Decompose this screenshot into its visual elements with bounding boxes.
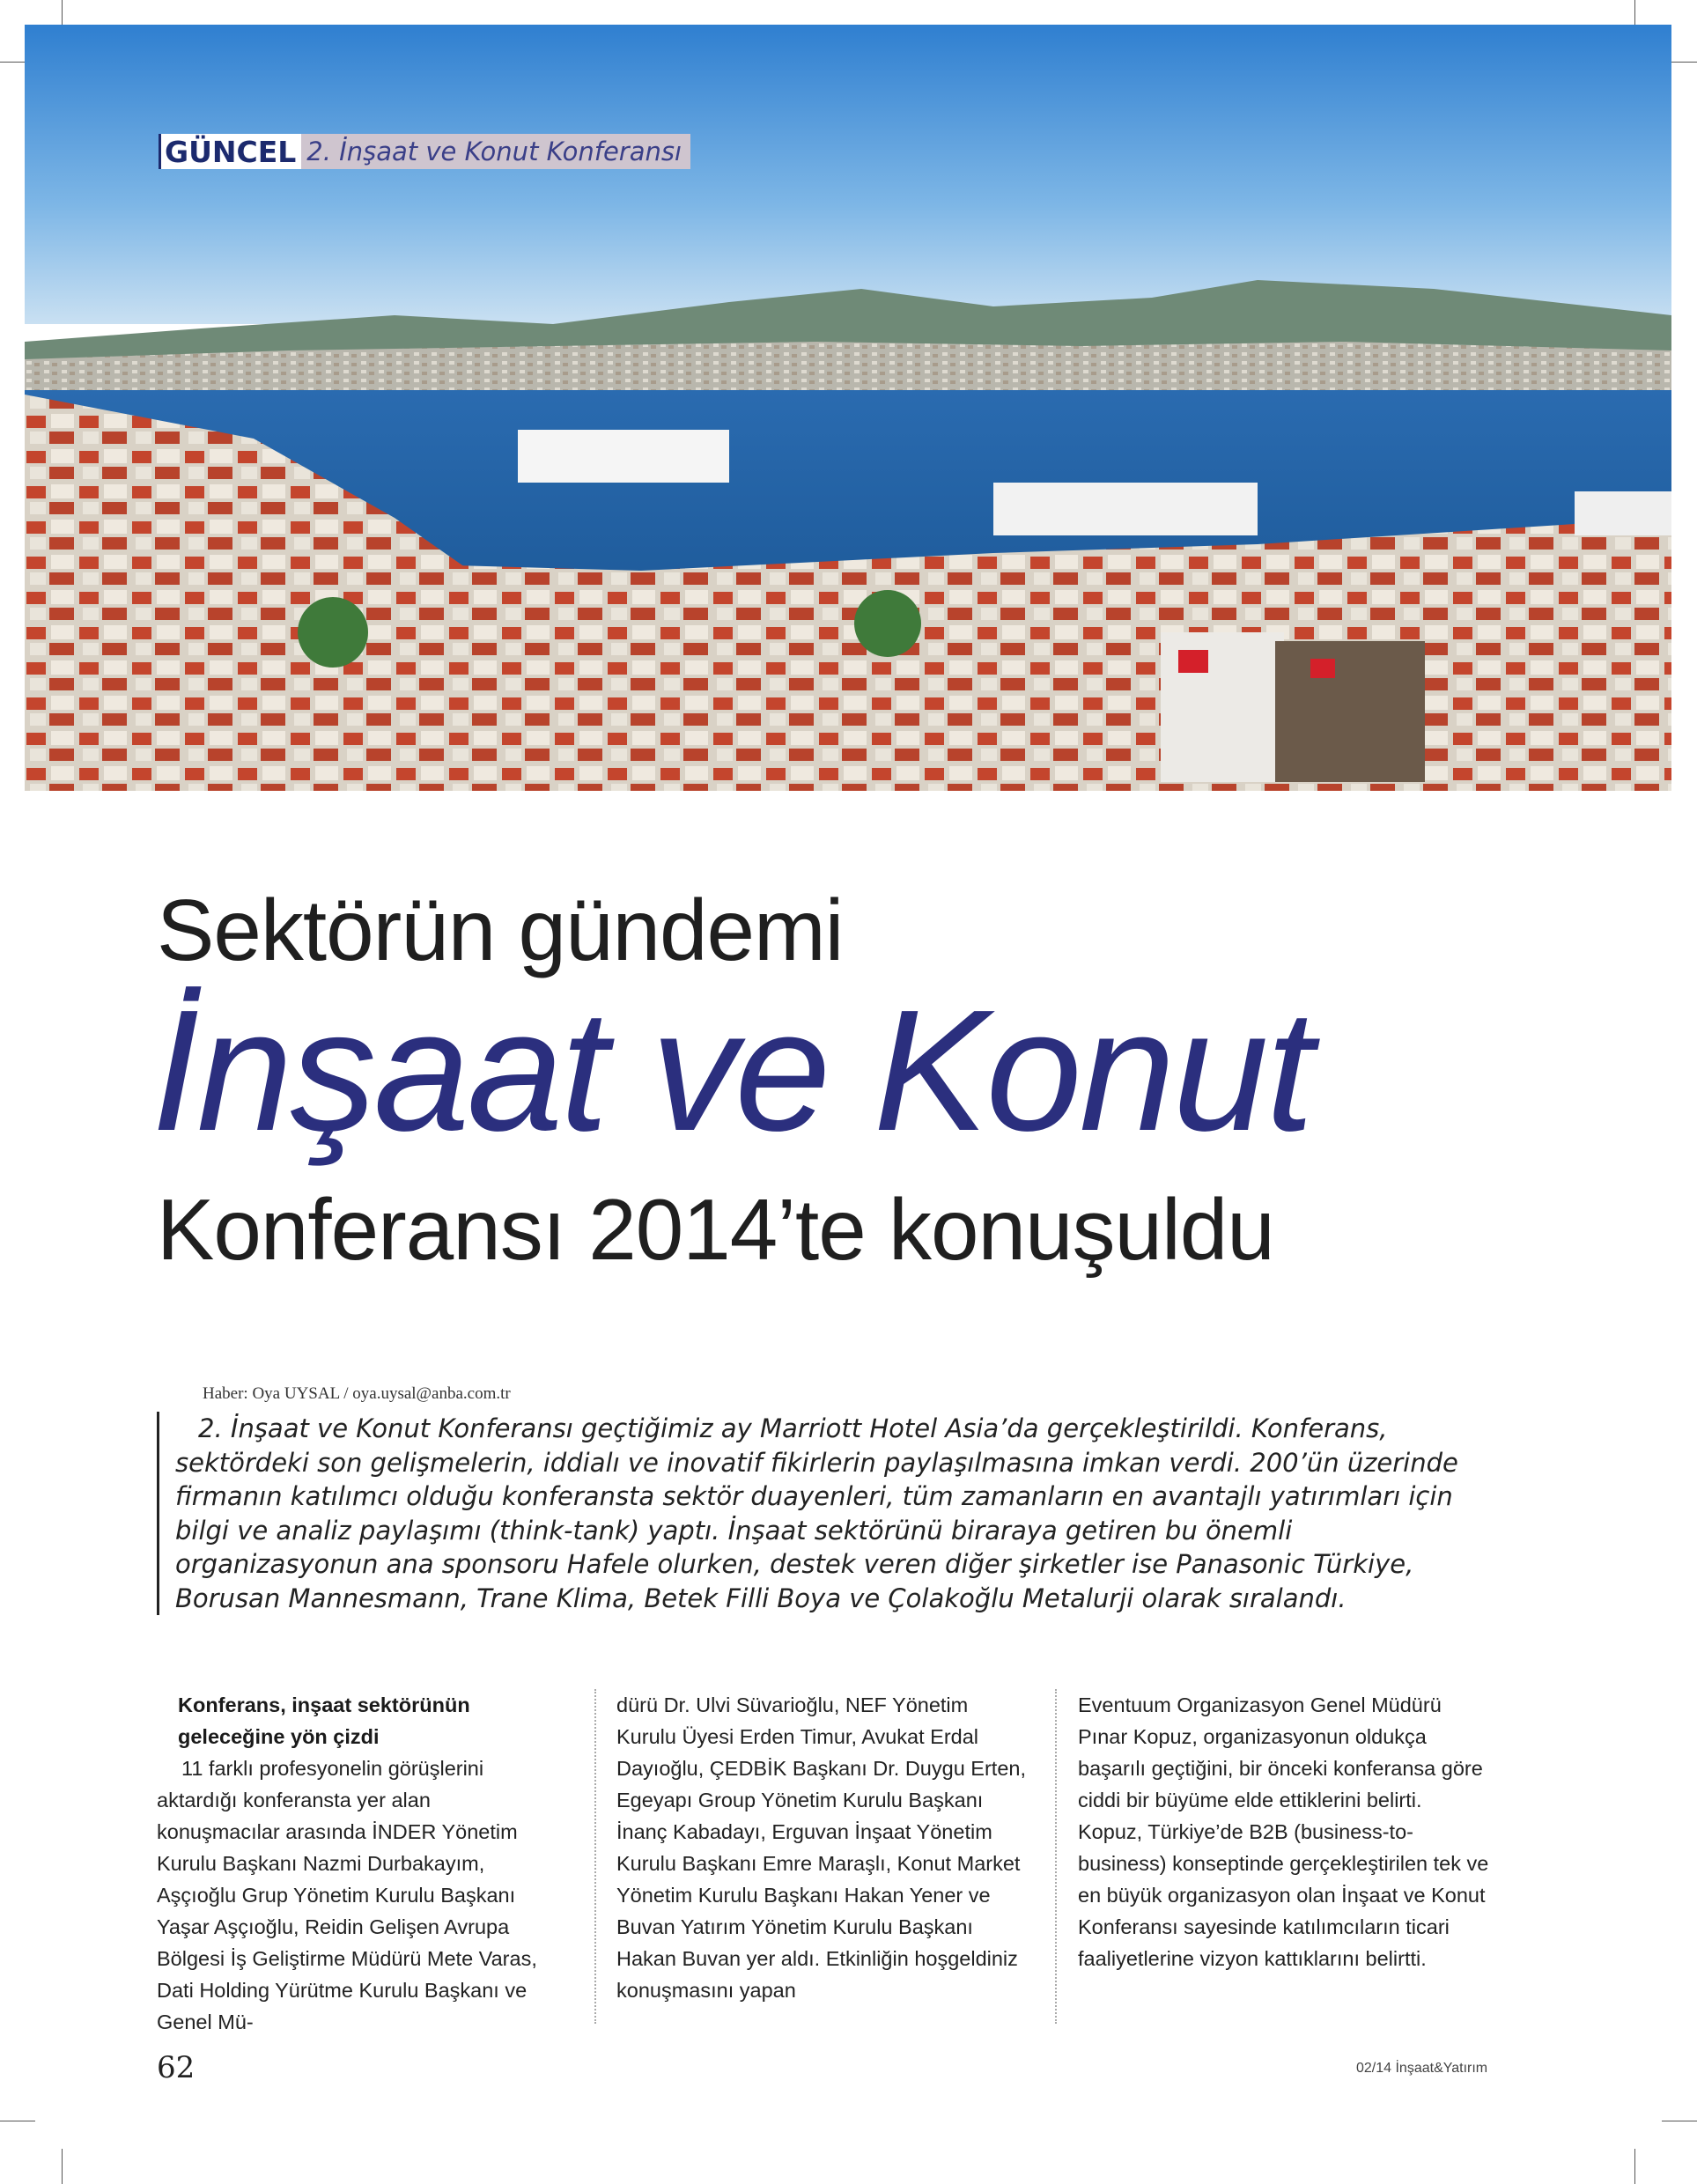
column-divider <box>1055 1689 1057 2024</box>
lead-text: 2. İnşaat ve Konut Konferansı geçtiğimiz ay Marriott Hotel Asia’da gerçekleştirildi. Konferans, sektördeki son gelişmelerin, iddialı ve inovatif fikirlerin paylaşılmasına imkan verdi. 200’ün üzerinde firmanın katılımcı olduğu konferansta sektör duayenleri, tüm zamanların en avantajlı yatırımları için bilgi ve analiz paylaşımı (think-tank) yaptı. İnşaat sektörünü biraraya getiren bu önemli organizasyonun ana sponsoru Hafele olurken, destek veren diğer şirketler ise Panasonic Türkiye, Borusan Mannesmann, Trane Klima, Betek Filli Boya ve Çolakoğlu Metalurji olarak sıralandı. <box>175 1413 1458 1613</box>
section-tag-title: 2. İnşaat ve Konut Konferansı <box>301 134 690 169</box>
section-tag <box>159 134 690 169</box>
page-number: 62 <box>157 2050 196 2085</box>
column-2: dürü Dr. Ulvi Süvarioğlu, NEF Yönetim Kurulu Üyesi Erden Timur, Avukat Erdal Dayıoğlu, ÇEDBİK Başkanı Dr. Duygu Erten, Egeyapı Group Yönetim Kurulu Başkanı İnanç Kabadayı, Erguvan İnşaat Yönetim Kurulu Başkanı Emre Maraşlı, Konut Market Yönetim Kurulu Başkanı Hakan Yener ve Buvan Yatırım Yönetim Kurulu Başkanı Hakan Buvan yer aldı. Etkinliğin hoşgeldiniz konuşmasını yapan <box>616 1693 1026 2002</box>
byline: Haber: Oya UYSAL / oya.uysal@anba.com.tr <box>203 1384 511 1403</box>
subheading: Konferans, inşaat sektörünün geleceğine yön çizdi <box>178 1693 470 1748</box>
crop-mark <box>62 2149 63 2184</box>
article-body <box>157 1689 1489 2033</box>
column-3: Eventuum Organizasyon Genel Müdürü Pınar Kopuz, organizasyonun oldukça başarılı geçtiğini, bir önceki konferansa göre ciddi bir büyüme elde ettiklerini belirti. Kopuz, Türkiye’de B2B (business-to-business) konseptinde gerçekleştirilen tek ve en büyük organizasyon olan İnşaat ve Konut Konferansı sayesinde katılımcıların ticari faaliyetlerine vizyon kattıklarını belirtti. <box>1078 1693 1489 1970</box>
headline-line-2: İnşaat ve Konut <box>151 974 1312 1167</box>
lead-paragraph <box>157 1412 1470 1615</box>
crop-mark <box>1634 2149 1635 2184</box>
section-tag-label: GÜNCEL <box>159 134 301 169</box>
headline-line-1: Sektörün gündemi <box>157 882 844 978</box>
column-divider <box>594 1689 596 2024</box>
column-1 <box>157 1689 553 2038</box>
issue-label: 02/14 İnşaat&Yatırım <box>1356 2061 1488 2076</box>
column-1-body: 11 farklı profesyonelin görüşlerini aktardığı konferansta yer alan konuşmacılar arasında İNDER Yönetim Kurulu Başkanı Nazmi Durbakayım, Aşçıoğlu Grup Yönetim Kurulu Başkanı Yaşar Aşçıoğlu, Reidin Gelişen Avrupa Bölgesi İş Geliştirme Müdürü Mete Varas, Dati Holding Yürütme Kurulu Başkanı ve Genel Mü- <box>157 1757 537 2033</box>
headline-line-3: Konferansı 2014’te konuşuldu <box>157 1181 1274 1278</box>
column-1-text <box>157 1752 553 2038</box>
